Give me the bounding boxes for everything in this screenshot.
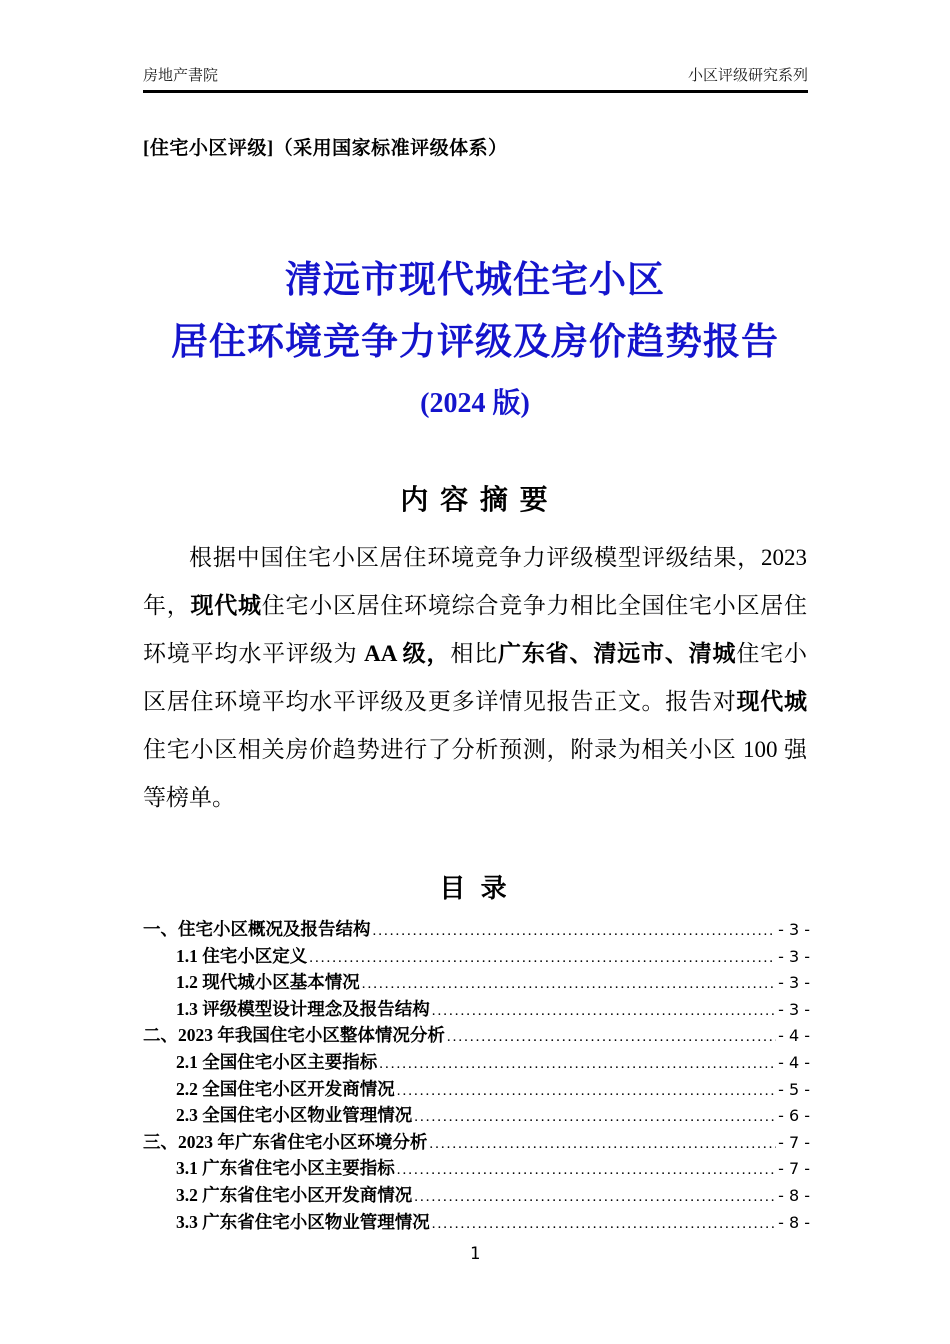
toc-entry-page: - 3 -	[778, 920, 810, 939]
summary-paragraph	[143, 534, 807, 822]
toc-dot-leader	[362, 976, 776, 993]
toc-entry-label[interactable]: 一、住宅小区概况及报告结构	[143, 919, 371, 939]
summary-segment: 住宅小区居住环境综合竞争力相比全国住宅小区居住环境平均水平评级为	[143, 593, 808, 666]
toc-dot-leader	[379, 1056, 776, 1073]
toc-entry-page: - 7 -	[778, 1159, 810, 1179]
toc-dot-leader	[447, 1029, 776, 1046]
toc-entry[interactable]	[143, 1182, 810, 1209]
summary-heading: 内 容 摘 要	[400, 484, 550, 515]
header-left-label: 房地产書院	[143, 67, 219, 84]
page-header	[143, 64, 808, 93]
report-title-edition: (2024 版)	[420, 388, 530, 419]
toc-entry[interactable]	[143, 1022, 810, 1049]
report-title-line2: 居住环境竞争力评级及房价趋势报告	[171, 322, 779, 363]
table-of-contents	[143, 916, 810, 1235]
toc-entry-page: - 8 -	[778, 1185, 810, 1205]
summary-segment: 住宅小区居住环境平均水平评级及更多详情见报告正文。报告对	[143, 641, 808, 714]
report-title-line1: 清远市现代城住宅小区	[285, 260, 665, 301]
toc-entry[interactable]	[143, 1155, 810, 1182]
summary-segment-regions: 广东省、清远市、清城	[498, 641, 737, 666]
toc-entry-page: - 3 -	[778, 973, 810, 993]
toc-dot-leader	[414, 1109, 776, 1126]
summary-segment-community-name: 现代城	[190, 593, 262, 618]
toc-entry[interactable]	[143, 1209, 810, 1236]
toc-entry-page: - 6 -	[778, 1106, 810, 1126]
toc-entry-page: - 4 -	[778, 1052, 810, 1072]
page-number: 1	[469, 1244, 481, 1264]
toc-entry-page: - 5 -	[778, 1079, 810, 1099]
toc-entry-label[interactable]: 3.1 广东省住宅小区主要指标	[176, 1158, 395, 1179]
summary-segment: 住宅小区相关房价趋势进行了分析预测，附录为相关小区 100 强等榜单。	[143, 737, 807, 810]
toc-entry-label[interactable]: 1.1 住宅小区定义	[176, 945, 308, 966]
toc-entry-page: - 8 -	[778, 1212, 810, 1232]
toc-entry-label[interactable]: 1.3 评级模型设计理念及报告结构	[176, 998, 430, 1019]
report-title	[0, 250, 950, 430]
toc-dot-leader	[309, 950, 776, 967]
toc-dot-leader	[373, 923, 777, 940]
toc-dot-leader	[432, 1003, 776, 1020]
toc-dot-leader	[397, 1083, 776, 1100]
summary-segment-community-name: 现代城	[736, 689, 808, 714]
summary-segment: 相比	[450, 641, 498, 666]
summary-segment-rating: AA 级，	[364, 641, 451, 666]
toc-entry[interactable]	[143, 1076, 810, 1103]
toc-entry[interactable]	[143, 1049, 810, 1076]
toc-dot-leader	[432, 1216, 776, 1233]
toc-entry-label[interactable]: 2.2 全国住宅小区开发商情况	[176, 1078, 395, 1099]
toc-entry-label[interactable]: 3.2 广东省住宅小区开发商情况	[176, 1184, 413, 1205]
toc-dot-leader	[429, 1136, 776, 1153]
toc-entry[interactable]	[143, 1102, 810, 1129]
toc-entry[interactable]	[143, 1129, 810, 1156]
toc-entry-label[interactable]: 2.1 全国住宅小区主要指标	[176, 1051, 378, 1072]
summary-segment: 根据中国住宅小区居住环境竞争力评级模型评级结果，2023 年，	[143, 545, 807, 618]
toc-entry-label[interactable]: 二、2023 年我国住宅小区整体情况分析	[143, 1025, 445, 1046]
toc-entry-page: - 7 -	[778, 1132, 810, 1152]
toc-entry-label[interactable]: 3.3 广东省住宅小区物业管理情况	[176, 1211, 430, 1232]
toc-entry-page: - 3 -	[778, 999, 810, 1019]
toc-entry[interactable]	[143, 996, 810, 1023]
rating-system-note: [住宅小区评级]（采用国家标准评级体系）	[143, 138, 508, 159]
toc-heading: 目 录	[439, 873, 511, 903]
toc-entry-label[interactable]: 2.3 全国住宅小区物业管理情况	[176, 1105, 413, 1126]
toc-entry[interactable]	[143, 943, 810, 970]
toc-entry-label[interactable]: 三、2023 年广东省住宅小区环境分析	[143, 1131, 428, 1152]
header-right-label: 小区评级研究系列	[687, 67, 808, 84]
toc-dot-leader	[414, 1189, 776, 1206]
toc-entry-page: - 3 -	[778, 946, 810, 966]
toc-entry[interactable]	[143, 969, 810, 996]
toc-entry[interactable]	[143, 916, 810, 943]
toc-dot-leader	[397, 1162, 776, 1179]
toc-entry-page: - 4 -	[778, 1026, 810, 1046]
toc-entry-label[interactable]: 1.2 现代城小区基本情况	[176, 972, 360, 993]
